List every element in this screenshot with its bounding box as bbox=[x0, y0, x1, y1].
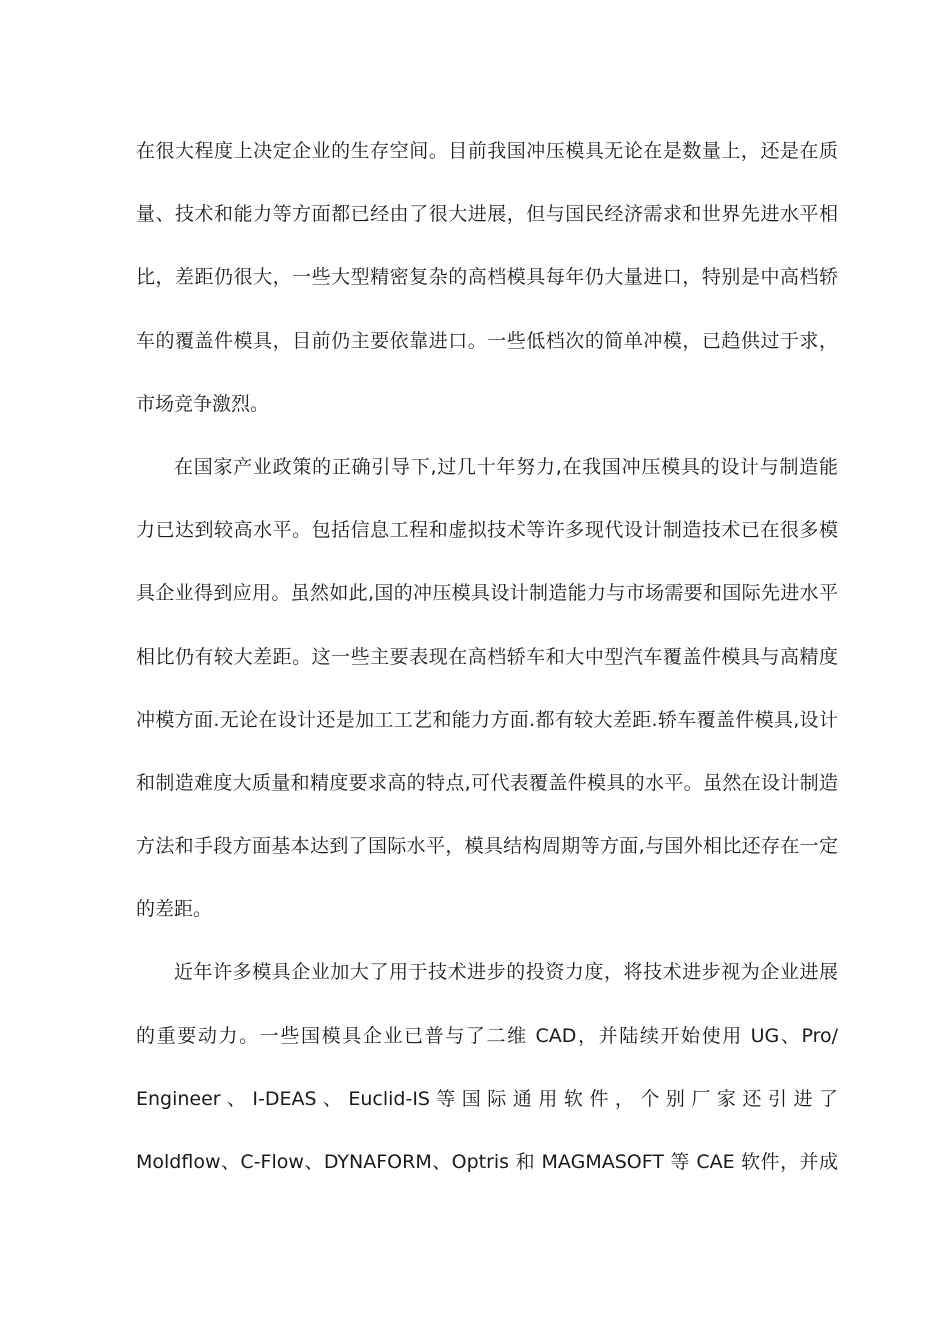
paragraph-3-line-3: Engineer 、 I-DEAS 、 Euclid-IS 等 国 际 通 用 软 件 ， 个 别 厂 家 还 引 进 了 bbox=[136, 1087, 838, 1110]
paragraph-3-line-4: Moldflow、C-Flow、DYNAFORM、Optris 和 MAGMASOFT 等 CAE 软件，并成 bbox=[136, 1151, 838, 1173]
document-body bbox=[136, 134, 838, 1208]
paragraph-2-line-3: 具企业得到应用。虽然如此,国的冲压模具设计制造能力与市场需要和国际先进水平 bbox=[136, 582, 838, 605]
paragraph-1-line-5: 市场竞争激烈。 bbox=[136, 392, 270, 415]
paragraph-2-line-5: 冲模方面.无论在设计还是加工工艺和能力方面.都有较大差距.轿车覆盖件模具,设计 bbox=[136, 708, 838, 731]
paragraph-2-line-7: 方法和手段方面基本达到了国际水平，模具结构周期等方面,与国外相比还存在一定 bbox=[136, 835, 838, 858]
paragraph-1-line-1: 在很大程度上决定企业的生存空间。目前我国冲压模具无论在是数量上，还是在质 bbox=[136, 140, 838, 162]
paragraph-2-line-2: 力已达到较高水平。包括信息工程和虚拟技术等许多现代设计制造技术已在很多模 bbox=[136, 519, 838, 542]
paragraph-2-line-6: 和制造难度大质量和精度要求高的特点,可代表覆盖件模具的水平。虽然在设计制造 bbox=[136, 771, 838, 794]
paragraph-2-line-8: 的差距。 bbox=[136, 898, 213, 921]
paragraph-1-line-2: 量、技术和能力等方面都已经由了很大进展，但与国民经济需求和世界先进水平相 bbox=[136, 203, 838, 226]
paragraph-1-line-4: 车的覆盖件模具，目前仍主要依靠进口。一些低档次的简单冲模，已趋供过于求， bbox=[136, 329, 838, 352]
paragraph-3-line-2: 的重要动力。一些国模具企业已普与了二维 CAD，并陆续开始使用 UG、Pro/ bbox=[136, 1024, 838, 1047]
paragraph-3-line-1: 近年许多模具企业加大了用于技术进步的投资力度，将技术进步视为企业进展 bbox=[174, 961, 838, 984]
paragraph-2-line-4: 相比仍有较大差距。这一些主要表现在高档轿车和大中型汽车覆盖件模具与高精度 bbox=[136, 645, 838, 668]
paragraph-1-line-3: 比，差距仍很大，一些大型精密复杂的高档模具每年仍大量进口，特别是中高档轿 bbox=[136, 266, 838, 289]
paragraph-2-line-1: 在国家产业政策的正确引导下,过几十年努力,在我国冲压模具的设计与制造能 bbox=[174, 455, 838, 478]
